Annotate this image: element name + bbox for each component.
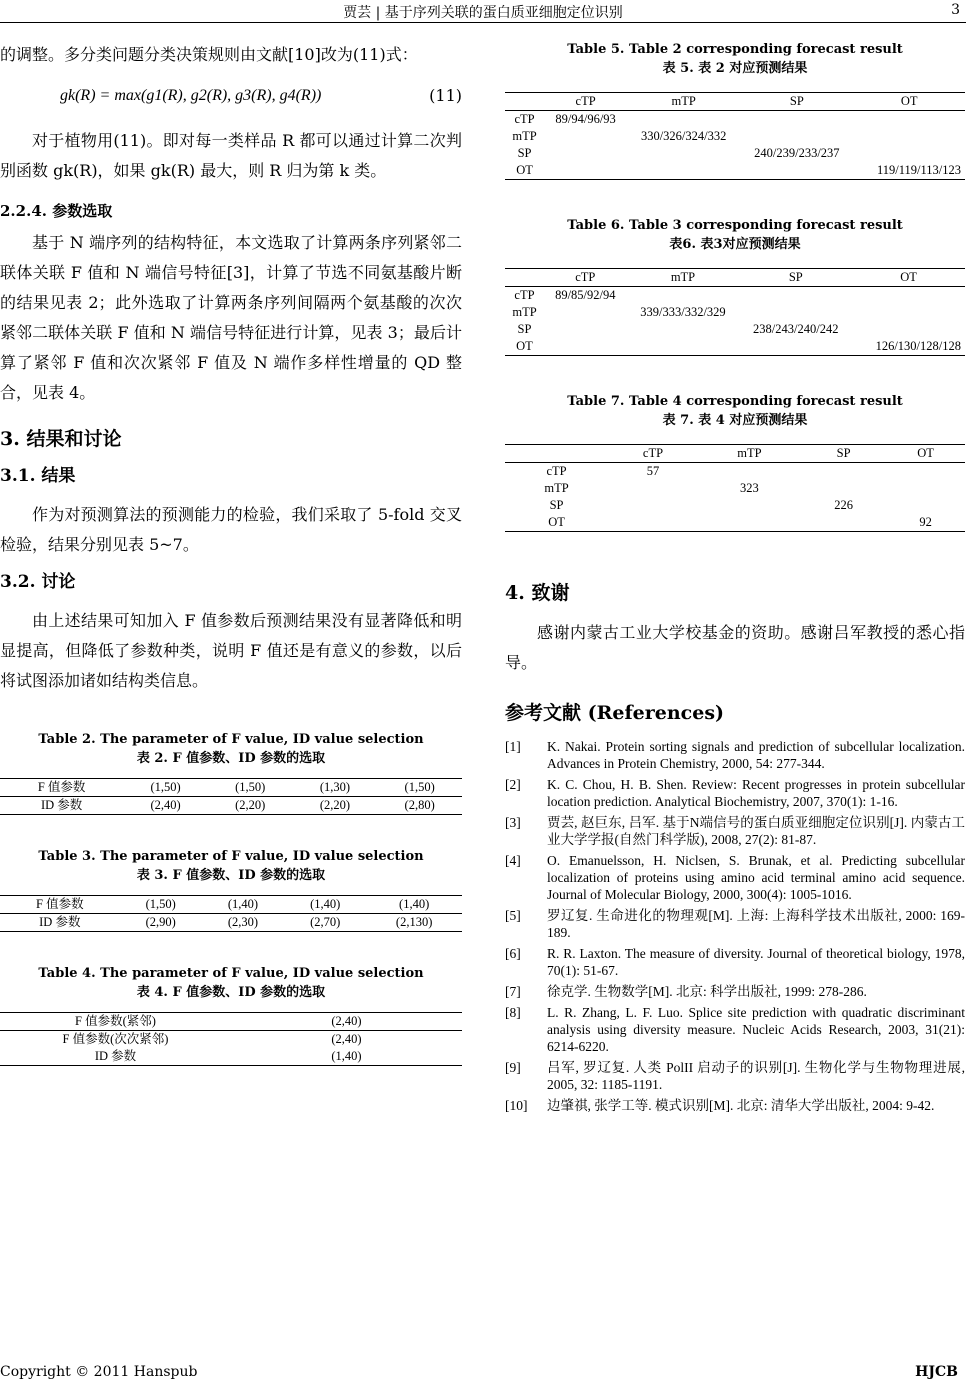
table-cell: mTP <box>512 305 537 319</box>
reference-text: 贾芸, 赵巨东, 吕军. 基于N端信号的蛋白质亚细胞定位识别[J]. 内蒙古工业大学学报(自然门科学版), 2008, 27(2): 81-87. <box>547 815 965 847</box>
table-cell: OT <box>505 338 544 356</box>
table-4 <box>0 1012 462 1066</box>
table-caption: Table 5. Table 2 corresponding forecast result <box>567 42 903 57</box>
table-cell: (1,30) <box>293 779 378 797</box>
reference-list <box>505 738 965 1114</box>
table-cell: (1,40) <box>202 896 284 914</box>
table-header-cell: cTP <box>608 445 698 463</box>
table-header-cell: cTP <box>544 93 627 111</box>
reference-number: [4] <box>505 853 521 868</box>
table-cell: 89/85/92/94 <box>555 288 616 302</box>
reference-number: [6] <box>505 946 521 961</box>
table-caption: Table 4. The parameter of F value, ID value selection <box>38 966 424 981</box>
equation-number: (11) <box>429 86 462 105</box>
table-cell: 240/239/233/237 <box>754 146 840 160</box>
reference-text: K. Nakai. Protein sorting signals and prediction of subcellular localization. Advances in Protein Chemistry, 2000, 54: 277-344. <box>547 739 965 771</box>
page-header <box>0 0 966 23</box>
table-cell: ID 参数 <box>0 797 123 815</box>
reference-item <box>505 776 965 810</box>
reference-number: [3] <box>505 815 521 830</box>
table-cell: 57 <box>646 464 660 478</box>
equation-11 <box>0 80 462 112</box>
table-cell: (1,50) <box>123 779 208 797</box>
table-header-cell: cTP <box>544 269 627 287</box>
equation-formula: gk(R) = max(g1(R), g2(R), g3(R), g4(R)) <box>60 87 322 104</box>
table-cell: (1,40) <box>366 896 462 914</box>
acknowledgement: 感谢内蒙古工业大学校基金的资助。感谢吕军教授的悉心指导。 <box>505 623 965 672</box>
references-heading: 参考文献 (References) <box>505 702 725 724</box>
table-cell: ID 参数 <box>0 1048 231 1066</box>
table-cell: (2,40) <box>331 1032 362 1046</box>
table-cell: (2,80) <box>377 797 462 815</box>
table-cell: F 值参数 <box>0 896 120 914</box>
table-6 <box>505 268 965 356</box>
table-cell: F 值参数(紧邻) <box>0 1013 231 1031</box>
table-cell: (1,40) <box>231 1048 462 1066</box>
section-heading: 4. 致谢 <box>505 582 570 604</box>
section-heading: 2.2.4. 参数选取 <box>0 202 113 220</box>
table-caption: 表 2. F 值参数、ID 参数的选取 <box>136 751 326 766</box>
table-cell: (1,40) <box>284 896 366 914</box>
reference-item <box>505 738 965 772</box>
reference-number: [9] <box>505 1060 521 1075</box>
reference-item <box>505 1059 965 1093</box>
table-cell: SP <box>517 146 532 160</box>
table-caption: Table 7. Table 4 corresponding forecast result <box>567 394 903 409</box>
table-cell: (2,40) <box>231 1013 462 1031</box>
table-cell: (1,50) <box>208 779 293 797</box>
paragraph: 作为对预测算法的预测能力的检验，我们采取了 5-fold 交叉检验，结果分别见表 5~7。 <box>0 505 462 554</box>
table-3 <box>0 895 462 932</box>
table-cell: (2,30) <box>202 914 284 932</box>
reference-item <box>505 1097 965 1114</box>
paragraph: 对于植物用(11)。即对每一类样品 R 都可以通过计算二次判别函数 gk(R)，如果 gk(R) 最大，则 R 归为第 k 类。 <box>0 131 462 180</box>
table-cell: 323 <box>740 481 759 495</box>
reference-number: [2] <box>505 777 521 792</box>
table-caption: 表6. 表3对应预测结果 <box>669 237 801 252</box>
reference-number: [10] <box>505 1098 528 1113</box>
table-caption: 表 5. 表 2 对应预测结果 <box>662 61 808 76</box>
paragraph: 由上述结果可知加入 F 值参数后预测结果没有显著降低和明显提高，但降低了参数种类，说明 F 值还是有意义的参数，以后将试图添加诸如结构类信息。 <box>0 611 462 690</box>
table-cell: SP <box>549 498 564 512</box>
reference-text: L. R. Zhang, L. F. Luo. Splice site prediction with quadratic discriminant analysis using diversity measure. Nucleic Acids Research, 2003, 31(21): 6214-6220. <box>547 1005 965 1054</box>
table-2 <box>0 778 462 815</box>
table-cell: 226 <box>834 498 853 512</box>
table-caption: Table 3. The parameter of F value, ID value selection <box>38 849 424 864</box>
table-cell: SP <box>517 322 532 336</box>
table-cell: (1,50) <box>120 896 202 914</box>
table-cell: (1,50) <box>377 779 462 797</box>
table-header-cell: SP <box>739 269 852 287</box>
reference-number: [8] <box>505 1005 521 1020</box>
reference-number: [5] <box>505 908 521 923</box>
left-column <box>0 40 462 1066</box>
paragraph: 基于 N 端序列的结构特征，本文选取了计算两条序列紧邻二联体关联 F 值和 N 端信号特征[3]，计算了节选不同氨基酸片断的结果见表 2；此外选取了计算两条序列间隔两个氨基酸的次次紧邻二联体关联 F 值和 N 端信号特征进行计算，见表 3；最后计算了紧邻 F 值和次次紧邻 F 值及 N 端作多样性增量的 QD 整合，见表 4。 <box>0 233 462 402</box>
table-cell: OT <box>505 162 544 180</box>
table-cell: 92 <box>886 514 965 532</box>
table-cell: (2,90) <box>120 914 202 932</box>
table-caption: Table 6. Table 3 corresponding forecast result <box>567 218 903 233</box>
reference-item <box>505 945 965 979</box>
table-cell: (2,20) <box>208 797 293 815</box>
reference-number: [7] <box>505 984 521 999</box>
table-cell: ID 参数 <box>0 914 120 932</box>
table-cell: cTP <box>514 288 535 302</box>
table-caption: 表 3. F 值参数、ID 参数的选取 <box>136 868 326 883</box>
table-header-cell <box>505 269 544 287</box>
table-header-cell: mTP <box>627 93 740 111</box>
table-cell: (2,40) <box>123 797 208 815</box>
journal-abbrev: HJCB <box>915 1364 958 1380</box>
table-cell: F 值参数(次次紧邻) <box>62 1032 169 1046</box>
table-cell: 119/119/113/123 <box>853 162 965 180</box>
table-header-cell: OT <box>886 445 965 463</box>
reference-item <box>505 983 965 1000</box>
table-cell: (2,130) <box>366 914 462 932</box>
table-header-cell: SP <box>801 445 886 463</box>
reference-text: R. R. Laxton. The measure of diversity. Journal of theoretical biology, 1978, 70(1): 51-67. <box>547 946 965 978</box>
copyright-notice: Copyright © 2011 Hanspub <box>0 1364 198 1380</box>
table-header-cell: mTP <box>627 269 740 287</box>
table-cell: (2,70) <box>284 914 366 932</box>
table-header-cell: OT <box>853 93 965 111</box>
table-cell: 89/94/96/93 <box>555 112 616 126</box>
table-caption: 表 4. F 值参数、ID 参数的选取 <box>136 985 326 1000</box>
table-cell: F 值参数 <box>0 779 123 797</box>
table-cell: cTP <box>514 112 535 126</box>
table-cell: cTP <box>546 464 567 478</box>
running-title: 贾芸 | 基于序列关联的蛋白质亚细胞定位识别 <box>343 5 623 21</box>
table-cell: OT <box>505 514 608 532</box>
reference-item <box>505 814 965 848</box>
right-column <box>505 40 965 1118</box>
reference-text: O. Emanuelsson, H. Niclsen, S. Brunak, et al. Predicting subcellular localization of proteins using amino acid terminal amino acid sequence. Journal of Molecular Biology, 2000, 300(4): 1005-1016. <box>547 853 965 902</box>
section-heading: 3. 结果和讨论 <box>0 428 122 450</box>
section-heading: 3.2. 讨论 <box>0 572 76 592</box>
table-header-cell: mTP <box>698 445 801 463</box>
reference-item <box>505 852 965 903</box>
reference-text: 边肇祺, 张学工等. 模式识别[M]. 北京: 清华大学出版社, 2004: 9-42. <box>547 1098 935 1113</box>
table-caption: 表 7. 表 4 对应预测结果 <box>662 413 808 428</box>
reference-text: 徐克学. 生物数学[M]. 北京: 科学出版社, 1999: 278-286. <box>547 984 867 999</box>
reference-number: [1] <box>505 739 521 754</box>
paragraph: 的调整。多分类问题分类决策规则由文献[10]改为(11)式： <box>0 45 418 64</box>
table-cell: (2,20) <box>293 797 378 815</box>
table-5 <box>505 92 965 180</box>
reference-text: 罗辽复. 生命进化的物理观[M]. 上海: 上海科学技术出版社, 2000: 169-189. <box>547 908 965 940</box>
reference-text: K. C. Chou, H. B. Shen. Review: Recent progresses in protein subcellular location prediction. Analytical Biochemistry, 2007, 370(1): 1-16. <box>547 777 965 809</box>
table-cell: 330/326/324/332 <box>640 129 727 143</box>
table-header-cell <box>505 445 608 463</box>
section-heading: 3.1. 结果 <box>0 466 76 486</box>
table-cell: 238/243/240/242 <box>753 322 839 336</box>
reference-text: 吕军, 罗辽复. 人类 PolII 启动子的识别[J]. 生物化学与生物物理进展, 2005, 32: 1185-1191. <box>547 1060 965 1092</box>
table-cell: mTP <box>544 481 569 495</box>
table-header-cell: SP <box>740 93 853 111</box>
table-7 <box>505 444 965 532</box>
reference-item <box>505 1004 965 1055</box>
page-number: 3 <box>951 2 960 18</box>
reference-item <box>505 907 965 941</box>
table-header-cell: OT <box>852 269 965 287</box>
table-cell: mTP <box>512 129 537 143</box>
table-cell: 339/333/332/329 <box>640 305 726 319</box>
table-header-cell <box>505 93 544 111</box>
table-cell: 126/130/128/128 <box>852 338 965 356</box>
table-caption: Table 2. The parameter of F value, ID value selection <box>38 732 424 747</box>
